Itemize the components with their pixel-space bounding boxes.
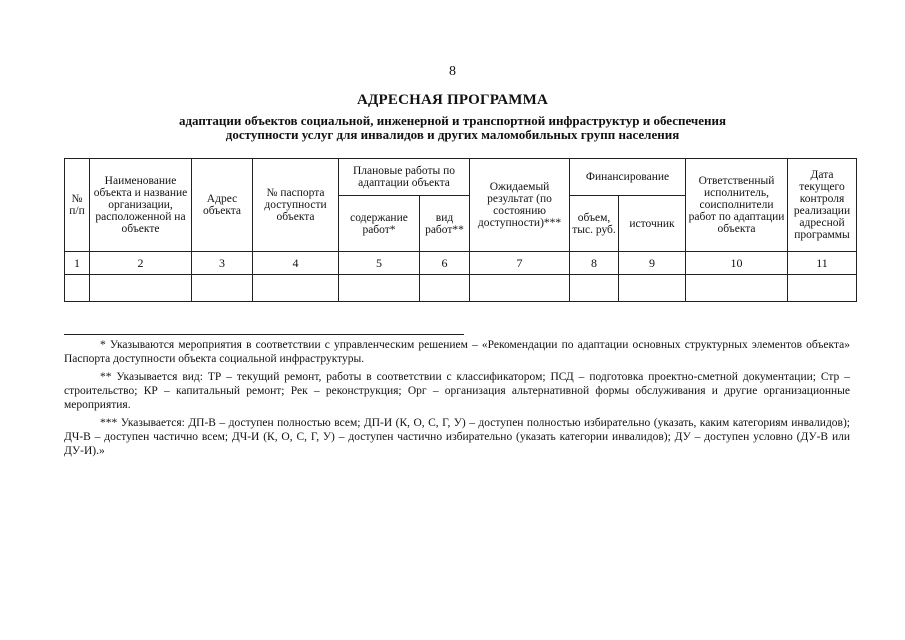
column-number: 8 xyxy=(570,252,619,275)
col-header-fin-source: источник xyxy=(619,196,686,252)
table-cell xyxy=(192,275,253,302)
col-header-financing: Финансирование xyxy=(570,159,686,196)
page-number: 8 xyxy=(449,64,456,79)
column-number: 5 xyxy=(339,252,420,275)
column-number: 7 xyxy=(470,252,570,275)
table-cell xyxy=(339,275,420,302)
document-title: АДРЕСНАЯ ПРОГРАММА xyxy=(356,92,548,108)
column-number: 11 xyxy=(788,252,857,275)
address-program-table xyxy=(64,158,857,302)
col-header-planned-type: вид работ** xyxy=(420,196,470,252)
table-cell xyxy=(65,275,90,302)
table-cell xyxy=(619,275,686,302)
table-cell xyxy=(570,275,619,302)
column-number: 1 xyxy=(65,252,90,275)
empty-data-row xyxy=(65,275,857,302)
column-number: 6 xyxy=(420,252,470,275)
table-cell xyxy=(420,275,470,302)
col-header-date: Дата текущего контроля реализации адресной программы xyxy=(788,159,857,252)
col-header-passport: № паспорта доступности объекта xyxy=(253,159,339,252)
column-number: 9 xyxy=(619,252,686,275)
footnotes xyxy=(64,338,850,462)
header-row-1 xyxy=(65,159,857,196)
table-cell xyxy=(686,275,788,302)
column-number: 2 xyxy=(90,252,192,275)
col-header-planned: Плановые работы по адаптации объекта xyxy=(339,159,470,196)
column-number-row xyxy=(65,252,857,275)
table-cell xyxy=(470,275,570,302)
footnote-divider xyxy=(64,334,464,335)
col-header-expected: Ожидаемый результат (по состоянию доступности)*** xyxy=(470,159,570,252)
footnote-1: * Указываются мероприятия в соответствии с управленческим решением – «Рекомендации по адаптации основных структурных элементов объекта» Паспорта доступности объекта социальной инфраструктуры. xyxy=(64,339,850,365)
table-cell xyxy=(788,275,857,302)
col-header-responsible: Ответственный исполнитель, соисполнители работ по адаптации объекта xyxy=(686,159,788,252)
column-number: 10 xyxy=(686,252,788,275)
col-header-num: № п/п xyxy=(65,159,90,252)
col-header-planned-content: содержание работ* xyxy=(339,196,420,252)
col-header-address: Адрес объекта xyxy=(192,159,253,252)
footnote-3: *** Указывается: ДП-В – доступен полностью всем; ДП-И (К, О, С, Г, У) – доступен полностью избирательно (указать, каким категориям инвалидов); ДЧ-В – доступен частично всем; ДЧ-И (К, О, С, Г, У) – доступен частично избирательно (указать категории инвалидов); ДУ – доступен условно (ДУ-В или ДУ-И).» xyxy=(64,417,850,457)
col-header-name: Наименование объекта и название организации, расположенной на объекте xyxy=(90,159,192,252)
subtitle-line-1: адаптации объектов социальной, инженерной и транспортной инфраструктур и обеспечения xyxy=(178,113,727,128)
col-header-fin-volume: объем, тыс. руб. xyxy=(570,196,619,252)
subtitle-line-2: доступности услуг для инвалидов и других маломобильных групп населения xyxy=(225,127,680,142)
table-cell xyxy=(253,275,339,302)
document-subtitle xyxy=(60,114,845,142)
table-cell xyxy=(90,275,192,302)
column-number: 3 xyxy=(192,252,253,275)
footnote-2: ** Указывается вид: ТР – текущий ремонт, работы в соответствии с классификатором; ПСД – подготовка проектно-сметной документации; Стр – строительство; КР – капитальный ремонт; Рек – реконструкция; Орг – организация альтернативной формы обслуживания и другие организационные мероприятия. xyxy=(64,371,850,411)
column-number: 4 xyxy=(253,252,339,275)
